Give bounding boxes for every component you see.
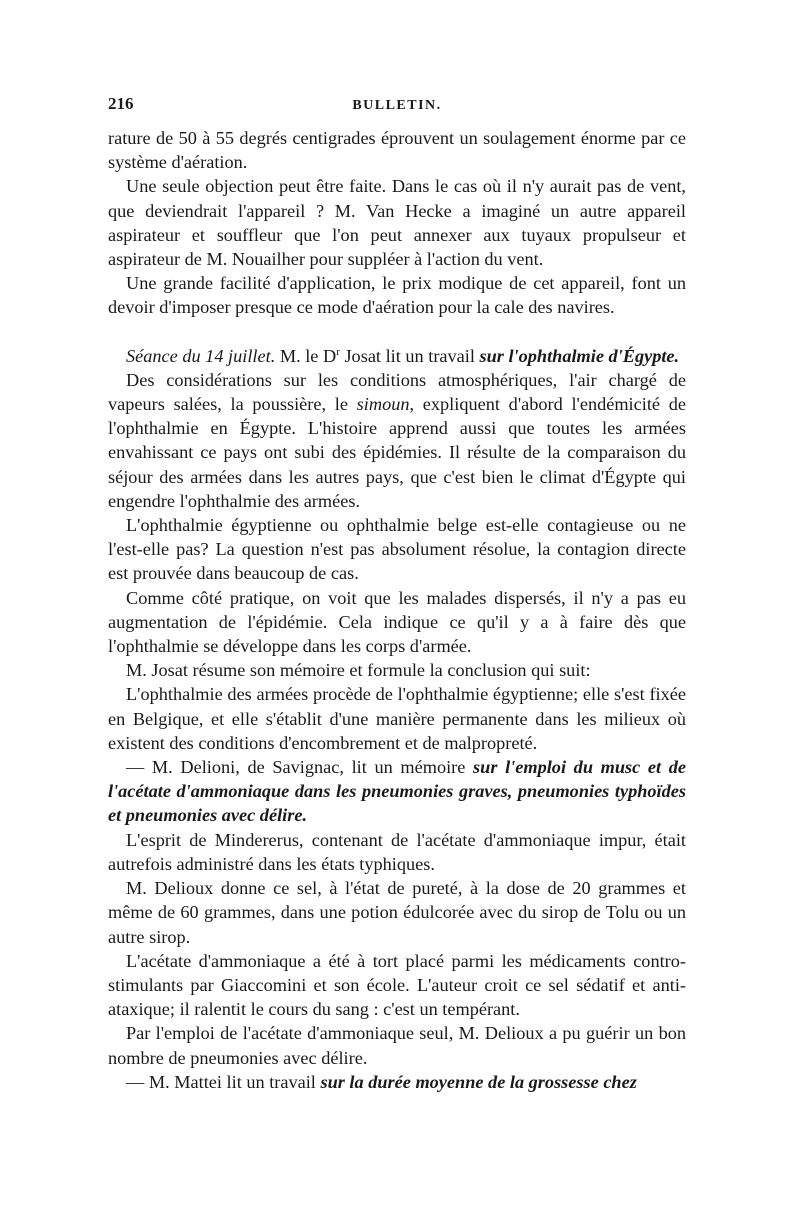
paragraph: L'ophthalmie des armées procède de l'ophthalmie égyptienne; elle s'est fixée en Belgique, et elle s'établit d'une manière permanente dans les milieux où existent des conditions d'encombrement et de malpropreté. [108,684,686,753]
work-title: sur la durée moyenne de la grossesse chez [320,1071,637,1092]
paragraph: M. Josat résume son mémoire et formule la conclusion qui suit: [126,660,591,681]
paragraph: Comme côté pratique, on voit que les malades dispersés, il n'y a pas eu augmentation de l'épidémie. Cela indique ce qu'il y a à faire dès que l'ophthalmie se développe dans les corps d'armée. [108,587,686,657]
paragraph: M. Delioux donne ce sel, à l'état de pureté, à la dose de 20 grammes et même de 60 grammes, dans une potion édulcorée avec du sirop de Tolu ou un autre sirop. [108,878,686,947]
paragraph: — M. Delioni, de Savignac, lit un mémoire sur l'emploi du musc et de l'acétate d'ammoniaque dans les pneumonies graves, pneumonies typhoïdes et pneumonies avec délire. [108,757,686,826]
paragraph: — M. Mattei lit un travail sur la durée moyenne de la grossesse chez [126,1071,637,1092]
paragraph: L'acétate d'ammoniaque a été à tort placé parmi les médicaments contro-stimulants par Giaccomini et son école. L'auteur croit ce sel sédatif et anti-ataxique; il ralentit le cours du sang : c'est un tempérant. [108,950,686,1020]
paragraph: Des considérations sur les conditions atmosphériques, l'air chargé de vapeurs salées, la poussière, le simoun, expliquent d'abord l'endémicité de l'ophthalmie en Égypte. L'histoire apprend aussi que toutes les armées envahissant ce pays ont subi des épidémies. Il résulte de la comparaison du séjour des armées dans les autres pays, que c'est bien le climat d'Égypte qui engendre l'ophthalmie des armées. [108,369,686,511]
paragraph: rature de 50 à 55 degrés centigrades éprouvent un soulagement énorme par ce système d'aération. [108,128,686,173]
paragraph: Par l'emploi de l'acétate d'ammoniaque seul, M. Delioux a pu guérir un bon nombre de pneumonies avec délire. [108,1023,686,1068]
page-number: 216 [108,94,134,113]
session-heading: Séance du 14 juillet. M. le $D^r$ Josat lit un travail sur l'ophthalmie d'Égypte. [126,345,680,366]
paragraph: L'esprit de Mindererus, contenant de l'acétate d'ammoniaque impur, était autrefois administré dans les états typhiques. [108,829,686,874]
work-title: sur l'emploi du musc et de l'acétate d'ammoniaque dans les pneumonies graves, pneumonies typhoïdes et pneumonies avec délire. [108,757,686,826]
running-title: BULLETIN. [352,98,442,113]
paragraph: L'ophthalmie égyptienne ou ophthalmie belge est-elle contagieuse ou ne l'est-elle pas? La question n'est pas absolument résolue, la contagion directe est prouvée dans beaucoup de cas. [108,515,686,584]
section-gap [108,320,686,344]
paragraph: Une seule objection peut être faite. Dans le cas où il n'y aurait pas de vent, que deviendrait l'appareil ? M. Van Hecke a imaginé un autre appareil aspirateur et souffleur que l'on peut annexer aux tuyaux propulseur et aspirateur de M. Nouailher pour suppléer à l'action du vent. [108,176,686,270]
session-date: Séance du 14 juillet. [126,345,276,366]
page-header [108,94,686,126]
book-page [108,94,686,1094]
paragraph: Une grande facilité d'application, le prix modique de cet appareil, font un devoir d'imposer presque ce mode d'aération pour la cale des navires. [108,273,686,318]
body-text [108,126,686,1094]
work-title: sur l'ophthalmie d'Égypte. [479,345,680,366]
